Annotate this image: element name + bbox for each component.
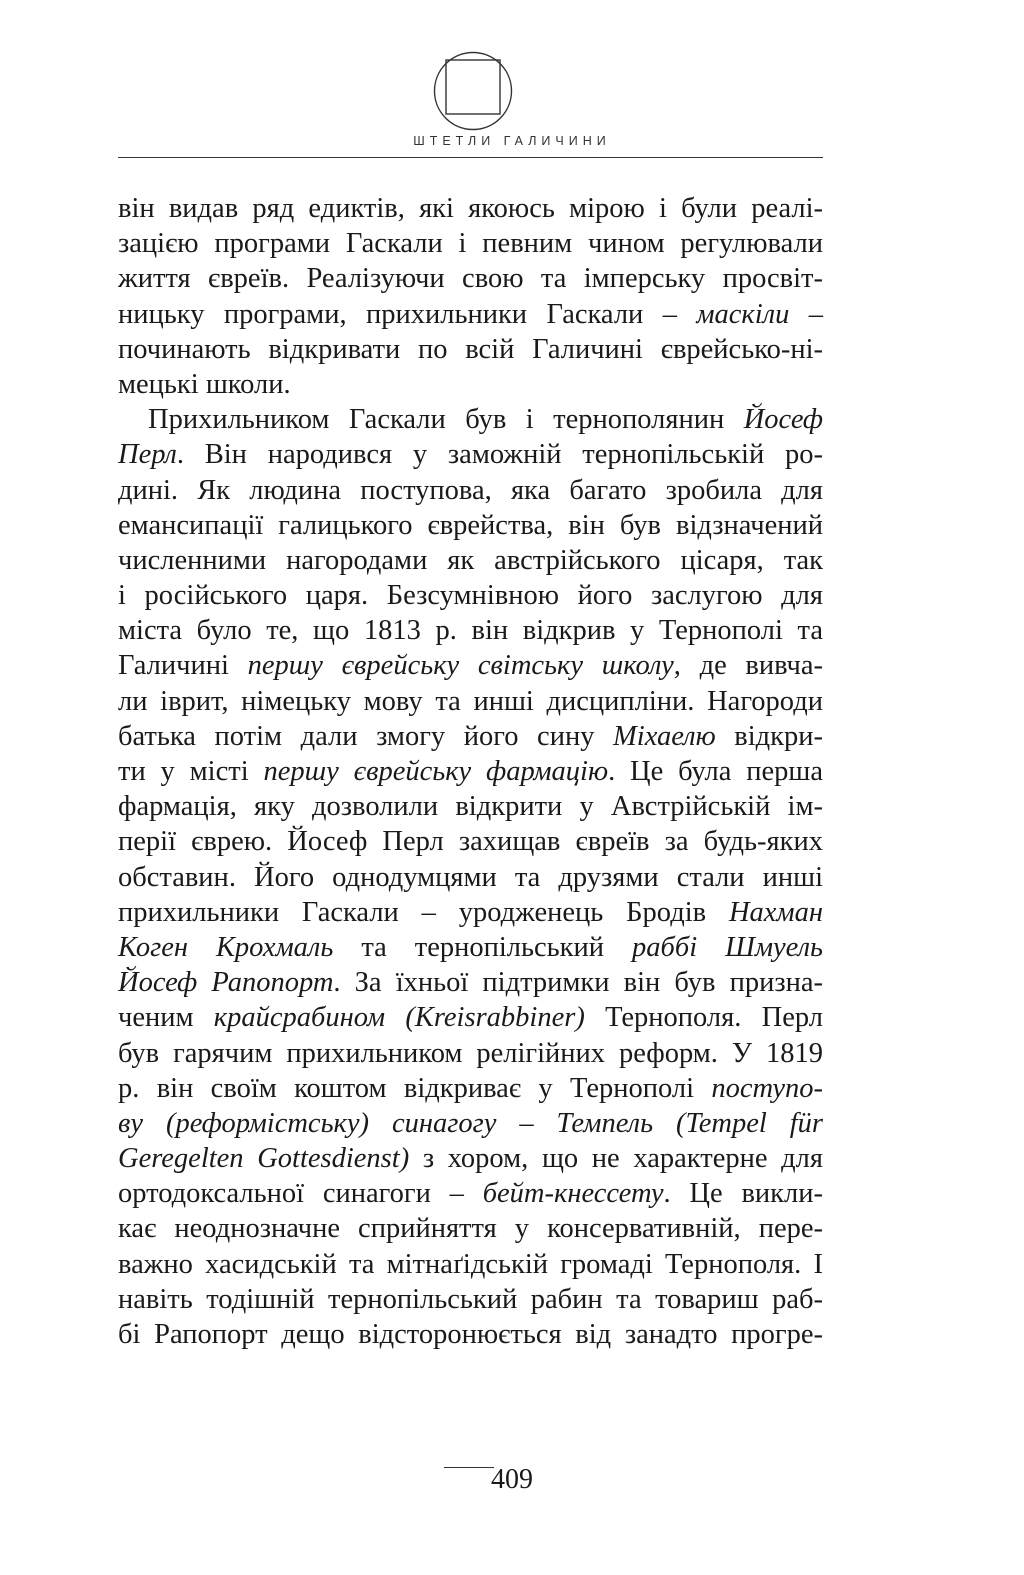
text-line [118,860,823,895]
text-run: зацією програми Гаскали і певним чином регулювали [118,228,823,260]
text-line [118,1176,823,1211]
text-line [118,226,823,261]
italic-term: маскіли [696,298,790,330]
text-run: міста було те, що 1813 р. він відкрив у Тернополі та [118,615,823,647]
text-line [118,1036,823,1071]
header-rule [118,157,823,158]
text-run: Галичині [118,650,248,682]
text-line [118,578,823,613]
page-number: 409 [491,1464,533,1495]
text-run: дині. Як людина поступова, яка багато зробила для [118,474,823,506]
text-line [118,1106,823,1141]
text-run: був гарячим прихильником релігійних реформ. У 1819 [118,1037,823,1069]
text-line [118,895,823,930]
italic-term: Йосеф [743,404,823,436]
text-line [118,754,823,789]
text-line [118,1000,823,1035]
text-run: Прихильником Гаскали був і тернополянин [148,404,744,436]
text-run: і російського царя. Безсумнівною його заслугою для [118,580,823,612]
text-run: батька потім дали змогу його сину [118,720,614,752]
italic-term: бейт-кнессету [482,1178,664,1210]
text-run: перії єврею. Йосеф Перл захищав євреїв за будь-яких [118,826,823,858]
text-line [118,930,823,965]
text-run: ти у місті [118,756,264,787]
text-run: відкри- [715,720,823,752]
text-line [118,789,823,824]
text-line [118,719,823,754]
text-run: . Він народився у заможній тернопільській ро- [176,439,823,471]
text-line [118,437,823,472]
circle-square-emblem-icon [432,50,514,132]
text-run: та тернопільський [333,931,633,963]
text-line [118,1141,823,1176]
text-line [118,1282,823,1317]
text-run: життя євреїв. Реалізуючи свою та імперську просвіт- [118,263,823,295]
text-line [118,332,823,367]
italic-term: раббі Шмуель [632,931,824,963]
text-line [118,1247,823,1282]
text-run: кає неоднозначне сприйняття у консервативній, пере- [118,1213,823,1245]
text-run: бі Рапопорт дещо відсторонюється від занадто прогре- [118,1319,823,1350]
text-line [118,191,823,226]
text-run: , де вивча- [673,650,823,682]
text-run: . Це викли- [663,1178,823,1210]
text-line [118,508,823,543]
text-line [118,613,823,648]
text-run: численними нагородами як австрійського цісаря, так [118,544,823,576]
text-run: ницьку програми, прихильники Гаскали – [118,298,697,330]
italic-term: Йосеф Рапопорт [118,967,334,999]
text-run: важно хасидській та мітнаґідській громаді Тернополя. І [118,1248,823,1280]
italic-term: крайсрабином (Kreisrabbiner) [213,1002,585,1034]
text-line [118,473,823,508]
text-run: . Це була перша [608,756,823,787]
italic-term: Перл [118,439,177,471]
text-run: він видав ряд едиктів, які якоюсь мірою і були реалі- [118,193,823,224]
text-run: р. він своїм коштом відкриває у Тернополі [118,1072,712,1104]
text-line [118,1317,823,1352]
text-run: ли іврит, німецьку мову та инші дисципліни. Нагороди [118,685,823,717]
text-line [118,261,823,296]
text-run: навіть тодішній тернопільський рабин та товариш раб- [118,1283,823,1315]
text-line [118,367,823,402]
text-run: . За їхньої підтримки він був призна- [333,967,823,999]
italic-term: першу єврейську фармацію [263,756,609,787]
text-run: обставин. Його однодумцями та друзями стали инші [118,861,823,893]
text-run: фармація, яку дозволили відкрити у Австрійській ім- [118,791,823,823]
text-run: прихильники Гаскали – уродженець Бродів [118,896,729,928]
text-run: – [789,298,823,330]
text-line [118,543,823,578]
text-line [118,297,823,332]
italic-term: першу єврейську світську школу [247,650,674,682]
text-run: ортодоксальної синагоги – [118,1178,483,1210]
italic-term: Коген Крохмаль [118,931,334,963]
text-line [118,684,823,719]
text-line [118,965,823,1000]
text-line [118,824,823,859]
text-line [118,1211,823,1246]
text-run: ченим [118,1002,214,1034]
text-run: мецькі школи. [118,368,291,400]
italic-term: поступо- [711,1072,823,1104]
text-run: з хором, що не характерне для [409,1143,823,1175]
italic-term: Міхаелю [613,720,716,752]
body-text [118,191,823,1352]
paragraph [118,191,823,402]
italic-term: Geregelten Gottesdienst) [118,1143,410,1175]
text-line [118,402,823,437]
text-run: Тернополя. Перл [584,1002,823,1034]
running-title: ШТЕТЛИ ГАЛИЧИНИ [413,134,611,148]
text-line [118,1071,823,1106]
text-run: емансипації галицького єврейства, він був відзначений [118,509,823,541]
italic-term: Нахман [728,896,823,928]
text-line [118,648,823,683]
paragraph [118,402,823,1352]
text-run: починають відкривати по всій Галичині єврейсько-ні- [118,333,823,365]
italic-term: ву (реформістську) синагогу – Темпель (Tempel für [118,1107,823,1139]
